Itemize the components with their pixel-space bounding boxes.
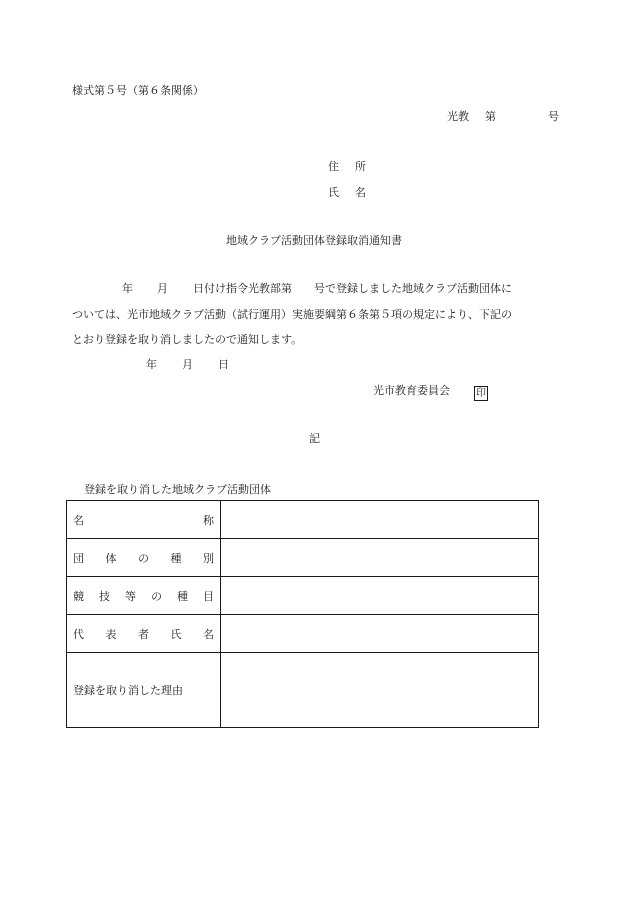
body-line-1 (122, 283, 512, 294)
label-cell-event-type (67, 577, 221, 615)
label-cell-reason (67, 653, 221, 728)
label-char: 団 (73, 551, 84, 565)
label-char: 体 (105, 551, 117, 565)
label-char: 等 (125, 589, 136, 603)
seal-box: 印 (476, 388, 486, 399)
table-row (67, 539, 539, 577)
value-cell-reason[interactable] (221, 653, 539, 728)
address-label-char-2: 所 (355, 160, 366, 173)
issuer (373, 385, 488, 401)
label-char: の (138, 551, 149, 565)
doc-number-prefix: 光教 (447, 110, 469, 123)
label-char: 代 (73, 627, 84, 641)
label-cell-representative (67, 615, 221, 653)
table-row (67, 501, 539, 539)
label-char: 表 (105, 627, 117, 641)
registration-table (66, 500, 539, 728)
label-char: 技 (99, 589, 110, 603)
document-title-text: 地域クラブ活動団体登録取消通知書 (226, 234, 402, 247)
date-day: 日 (218, 358, 229, 371)
label-char: 称 (203, 513, 214, 527)
table-caption: 登録を取り消した地域クラブ活動団体 (84, 483, 271, 496)
label-cell-name (67, 501, 221, 539)
table-row (67, 577, 539, 615)
table-row (67, 615, 539, 653)
body-line-1-text: 日付け指令光教部第 号で登録しました地域クラブ活動団体に (193, 282, 512, 295)
label-char: 名 (73, 513, 84, 527)
value-cell-group-type[interactable] (221, 539, 539, 577)
label-char: 氏 (170, 627, 182, 641)
label-char: 競 (73, 589, 84, 603)
value-cell-event-type[interactable] (221, 577, 539, 615)
label-cell-group-type (67, 539, 221, 577)
body-year: 年 (122, 282, 133, 295)
document-title (0, 235, 630, 246)
label-char: の (151, 589, 162, 603)
label-char: 者 (138, 627, 149, 641)
date-month: 月 (182, 358, 193, 371)
label-char: 目 (203, 589, 214, 603)
doc-number-dai: 第 (485, 110, 496, 123)
doc-number-go: 号 (548, 110, 559, 123)
table-row (67, 653, 539, 728)
body-month: 月 (157, 282, 168, 295)
address-label-char-1: 住 (328, 160, 339, 173)
value-cell-representative[interactable] (221, 615, 539, 653)
label-char: 種 (170, 551, 182, 565)
body-line-3: とおり登録を取り消しましたので通知します。 (72, 333, 303, 346)
ki-heading: 記 (309, 432, 320, 445)
name-label-char-2: 名 (355, 186, 366, 199)
date-year: 年 (146, 358, 157, 371)
issuer-name: 光市教育委員会 (373, 384, 450, 397)
address-label (328, 161, 366, 172)
label-char: 種 (177, 589, 188, 603)
name-label-char-1: 氏 (328, 186, 339, 199)
label-reason: 登録を取り消した理由 (73, 684, 183, 697)
form-number: 様式第５号（第６条関係） (72, 84, 204, 97)
label-char: 別 (203, 551, 214, 565)
notice-date (146, 359, 229, 370)
document-number (447, 111, 559, 122)
value-cell-name[interactable] (221, 501, 539, 539)
label-char: 名 (203, 627, 214, 641)
name-label (328, 187, 366, 198)
body-line-2: ついては、光市地域クラブ活動（試行運用）実施要綱第６条第５項の規定により、下記の (72, 308, 512, 321)
